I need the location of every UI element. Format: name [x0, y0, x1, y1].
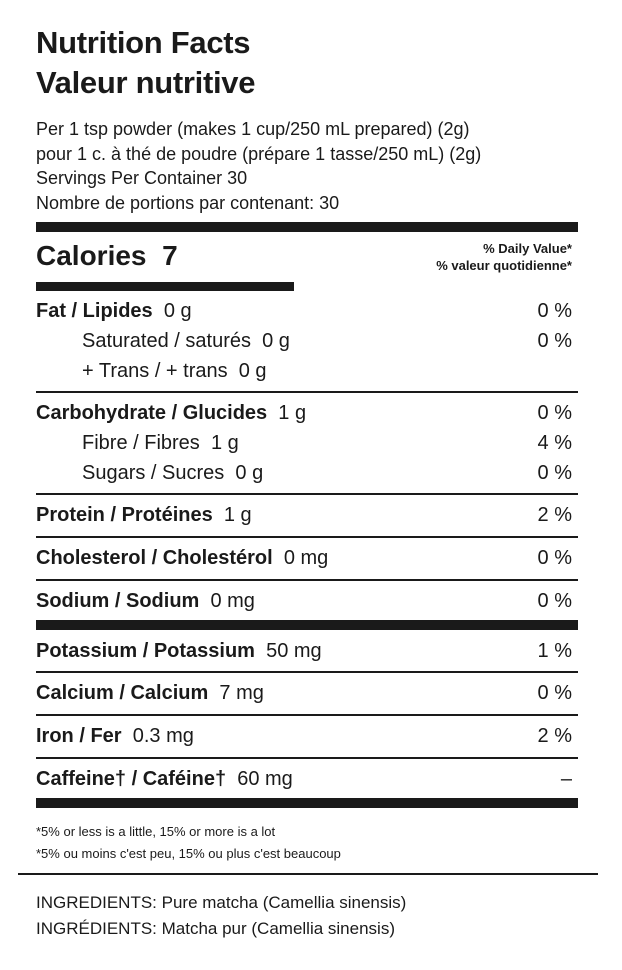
divider: [36, 391, 578, 393]
sodium-label: Sodium / Sodium: [36, 590, 200, 612]
serving-size-fr: pour 1 c. à thé de poudre (prépare 1 tasse/250 mL) (2g): [36, 143, 482, 164]
calcium-label: Calcium / Calcium: [36, 682, 209, 704]
thick-divider-bottom: [36, 798, 578, 808]
ingredients: [36, 890, 406, 942]
trans-amount: 0 g: [238, 360, 267, 382]
protein-label: Protein / Protéines: [36, 504, 213, 526]
sodium-row: [36, 588, 572, 614]
cholesterol-label: Cholesterol / Cholestérol: [36, 547, 273, 569]
caffeine-row: [36, 766, 572, 792]
calories-row: [36, 240, 178, 272]
sodium-dv: 0 %: [537, 590, 572, 612]
serving-size-en: Per 1 tsp powder (makes 1 cup/250 mL prepared) (2g): [36, 119, 470, 139]
title-english: Nutrition Facts: [36, 25, 251, 60]
fat-row: [36, 298, 572, 324]
potassium-row: [36, 638, 572, 664]
calcium-row: [36, 680, 572, 706]
iron-row: [36, 723, 572, 749]
fibre-label: Fibre / Fibres: [82, 432, 200, 454]
cholesterol-dv: 0 %: [537, 547, 572, 569]
trans-row: [82, 358, 572, 384]
caffeine-amount: 60 mg: [237, 768, 293, 790]
protein-amount: 1 g: [223, 504, 252, 526]
sugars-dv: 0 %: [537, 462, 572, 484]
sodium-amount: 0 mg: [210, 590, 255, 612]
sugars-label: Sugars / Sucres: [82, 462, 225, 484]
fibre-row: [82, 430, 572, 456]
potassium-dv: 1 %: [537, 640, 572, 662]
divider: [36, 536, 578, 538]
fibre-dv: 4 %: [537, 432, 572, 454]
fat-dv: 0 %: [537, 300, 572, 322]
daily-value-header: [436, 240, 572, 274]
ingredients-separator: [18, 873, 598, 875]
footnote-fr: *5% ou moins c'est peu, 15% ou plus c'est beaucoup: [36, 846, 341, 861]
cholesterol-row: [36, 545, 572, 571]
calories-value: 7: [162, 240, 178, 271]
calories-underline: [36, 282, 294, 291]
saturated-trans-dv: 0 %: [537, 330, 572, 352]
potassium-amount: 50 mg: [266, 640, 322, 662]
saturated-label: Saturated / saturés: [82, 330, 251, 352]
sugars-row: [82, 460, 572, 486]
fat-amount: 0 g: [163, 300, 192, 322]
caffeine-label: Caffeine† / Caféine†: [36, 768, 227, 790]
ingredients-en: INGREDIENTS: Pure matcha (Camellia sinensis): [36, 893, 407, 912]
carbohydrate-amount: 1 g: [278, 402, 307, 424]
protein-dv: 2 %: [537, 504, 572, 526]
divider: [36, 714, 578, 716]
saturated-amount: 0 g: [262, 330, 290, 352]
cholesterol-amount: 0 mg: [283, 547, 329, 569]
caffeine-dv: –: [560, 768, 572, 790]
iron-amount: 0.3 mg: [132, 725, 194, 747]
ingredients-fr: INGRÉDIENTS: Matcha pur (Camellia sinensis): [36, 919, 395, 938]
calcium-dv: 0 %: [537, 682, 572, 704]
trans-label: + Trans / + trans: [82, 360, 228, 382]
calories-label: Calories: [36, 240, 147, 271]
thick-divider-top: [36, 222, 578, 232]
daily-value-fr: % valeur quotidienne*: [436, 258, 572, 273]
carbohydrate-dv: 0 %: [537, 402, 572, 424]
iron-dv: 2 %: [537, 725, 572, 747]
thick-divider-middle: [36, 620, 578, 630]
divider: [36, 579, 578, 581]
carbohydrate-label: Carbohydrate / Glucides: [36, 402, 268, 424]
footnote-en: *5% or less is a little, 15% or more is a lot: [36, 824, 276, 839]
divider: [36, 671, 578, 673]
divider: [36, 493, 578, 495]
servings-per-container-fr: Nombre de portions par contenant: 30: [36, 192, 340, 213]
saturated-row: [82, 328, 572, 354]
servings-per-container-en: Servings Per Container 30: [36, 168, 248, 188]
protein-row: [36, 502, 572, 528]
iron-label: Iron / Fer: [36, 725, 122, 747]
calcium-amount: 7 mg: [219, 682, 264, 704]
serving-info: [36, 117, 481, 215]
footnote: [36, 821, 341, 865]
title-french: Valeur nutritive: [36, 65, 256, 100]
fat-label: Fat / Lipides: [36, 300, 153, 322]
divider: [36, 757, 578, 759]
daily-value-en: % Daily Value*: [483, 241, 572, 256]
fibre-amount: 1 g: [210, 432, 239, 454]
carbohydrate-row: [36, 400, 572, 426]
potassium-label: Potassium / Potassium: [36, 640, 255, 662]
sugars-amount: 0 g: [235, 462, 264, 484]
